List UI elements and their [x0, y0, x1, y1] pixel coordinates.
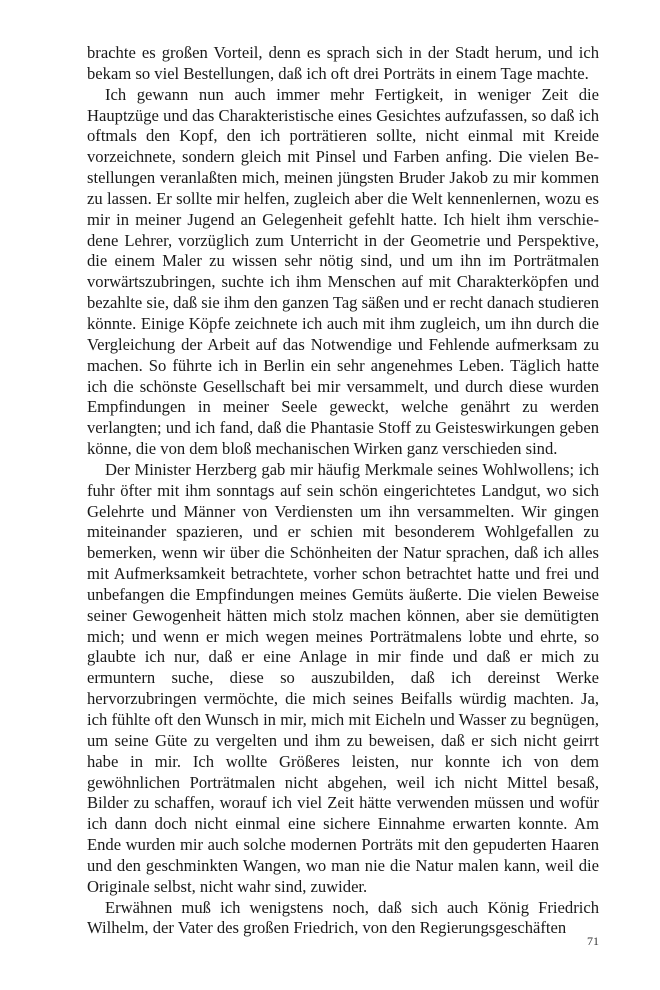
body-text [87, 43, 599, 939]
paragraph: Der Minister Herzberg gab mir häufig Merkmale seines Wohlwollens; ich fuhr öfter mit ihm sonntags auf sein schön eingerichtetes Landgut, wo sich Gelehrte und Männer von Verdiensten um ihn versammelten. Wir gingen miteinander spazieren, und er schien mit besonderem Wohlgefallen zu bemerken, wenn wir über die Schönheiten der Natur sprachen, daß ich alles mit Aufmerksamkeit betrachtete, vorher schon betrachtet hatte und frei und unbefangen die Empfindungen meines Gemüts äußerte. Die vielen Beweise seiner Gewogenheit hätten mich stolz machen können, aber sie demütigten mich; und wenn er mich wegen meines Porträtmalens lobte und ehrte, so glaubte ich nur, daß er eine Anlage in mir finde und daß er mich zu ermuntern suche, diese so auszubilden, daß ich dereinst Werke hervorzubringen vermöchte, die mich seines Beifalls würdig machten. Ja, ich fühlte oft den Wunsch in mir, mich mit Eicheln und Wasser zu begnügen, um seine Güte zu vergelten und ihm zu beweisen, daß er sich nicht geirrt habe in mir. Ich wollte Größeres leisten, nur konnte ich von dem gewöhnlichen Porträtmalen nicht abgehen, weil ich nicht Mittel besaß, Bilder zu schaffen, worauf ich viel Zeit hätte verwenden müssen und wofür ich dann doch nicht einmal eine sichere Einnahme erwarten konnte. Am Ende wurden mir auch solche modernen Porträts mit den gepuderten Haaren und den geschminkten Wangen, wo man nie die Natur malen kann, weil die Originale selbst, nicht wahr sind, zuwider. [87, 459, 599, 896]
paragraph: Erwähnen muß ich wenigstens noch, daß sich auch König Friedrich Wilhelm, der Vater des großen Friedrich, von den Regierungsgeschäften [87, 897, 599, 938]
paragraph-continuation: brachte es großen Vorteil, denn es sprach sich in der Stadt herum, und ich bekam so viel Bestellungen, daß ich oft drei Porträts in einem Tage machte. [87, 43, 599, 83]
page-number: 71 [587, 934, 599, 948]
paragraph: Ich gewann nun auch immer mehr Fertigkeit, in weniger Zeit die Hauptzüge und das Charakteristische eines Gesichtes aufzufassen, so daß ich oftmals den Kopf, den ich porträtieren sollte, nicht einmal mit Kreide vorzeichnete, sondern gleich mit Pinsel und Farben anfing. Die vielen Bestellungen veranlaßten mich, meinen jüngsten Bruder Jakob zu mir kommen zu lassen. Er sollte mir helfen, zugleich aber die Welt kennenlernen, wozu es mir in meiner Jugend an Gelegenheit gefehlt hatte. Ich hielt ihm verschiedene Lehrer, vorzüglich zum Unterricht in der Geometrie und Perspektive, die einem Maler zu wissen sehr nötig sind, und um ihn im Porträtmalen vorwärtszubringen, suchte ich ihm Menschen auf mit Charakterköpfen und bezahlte sie, daß sie ihm den ganzen Tag säßen und er recht danach studieren könnte. Einige Köpfe zeichnete ich auch mit ihm zugleich, um ihn durch die Vergleichung der Arbeit auf das Notwendige und Fehlende aufmerksam zu machen. So führte ich in Berlin ein sehr angenehmes Leben. Täglich hatte ich die schönste Gesellschaft bei mir versammelt, und durch diese wurden Empfindungen in meiner Seele geweckt, welche genährt zu werden verlangten; und ich fand, daß die Phantasie Stoff zu Geisteswirkungen geben könne, die von dem bloß mechanischen Wirken ganz verschieden sind. [87, 84, 599, 459]
